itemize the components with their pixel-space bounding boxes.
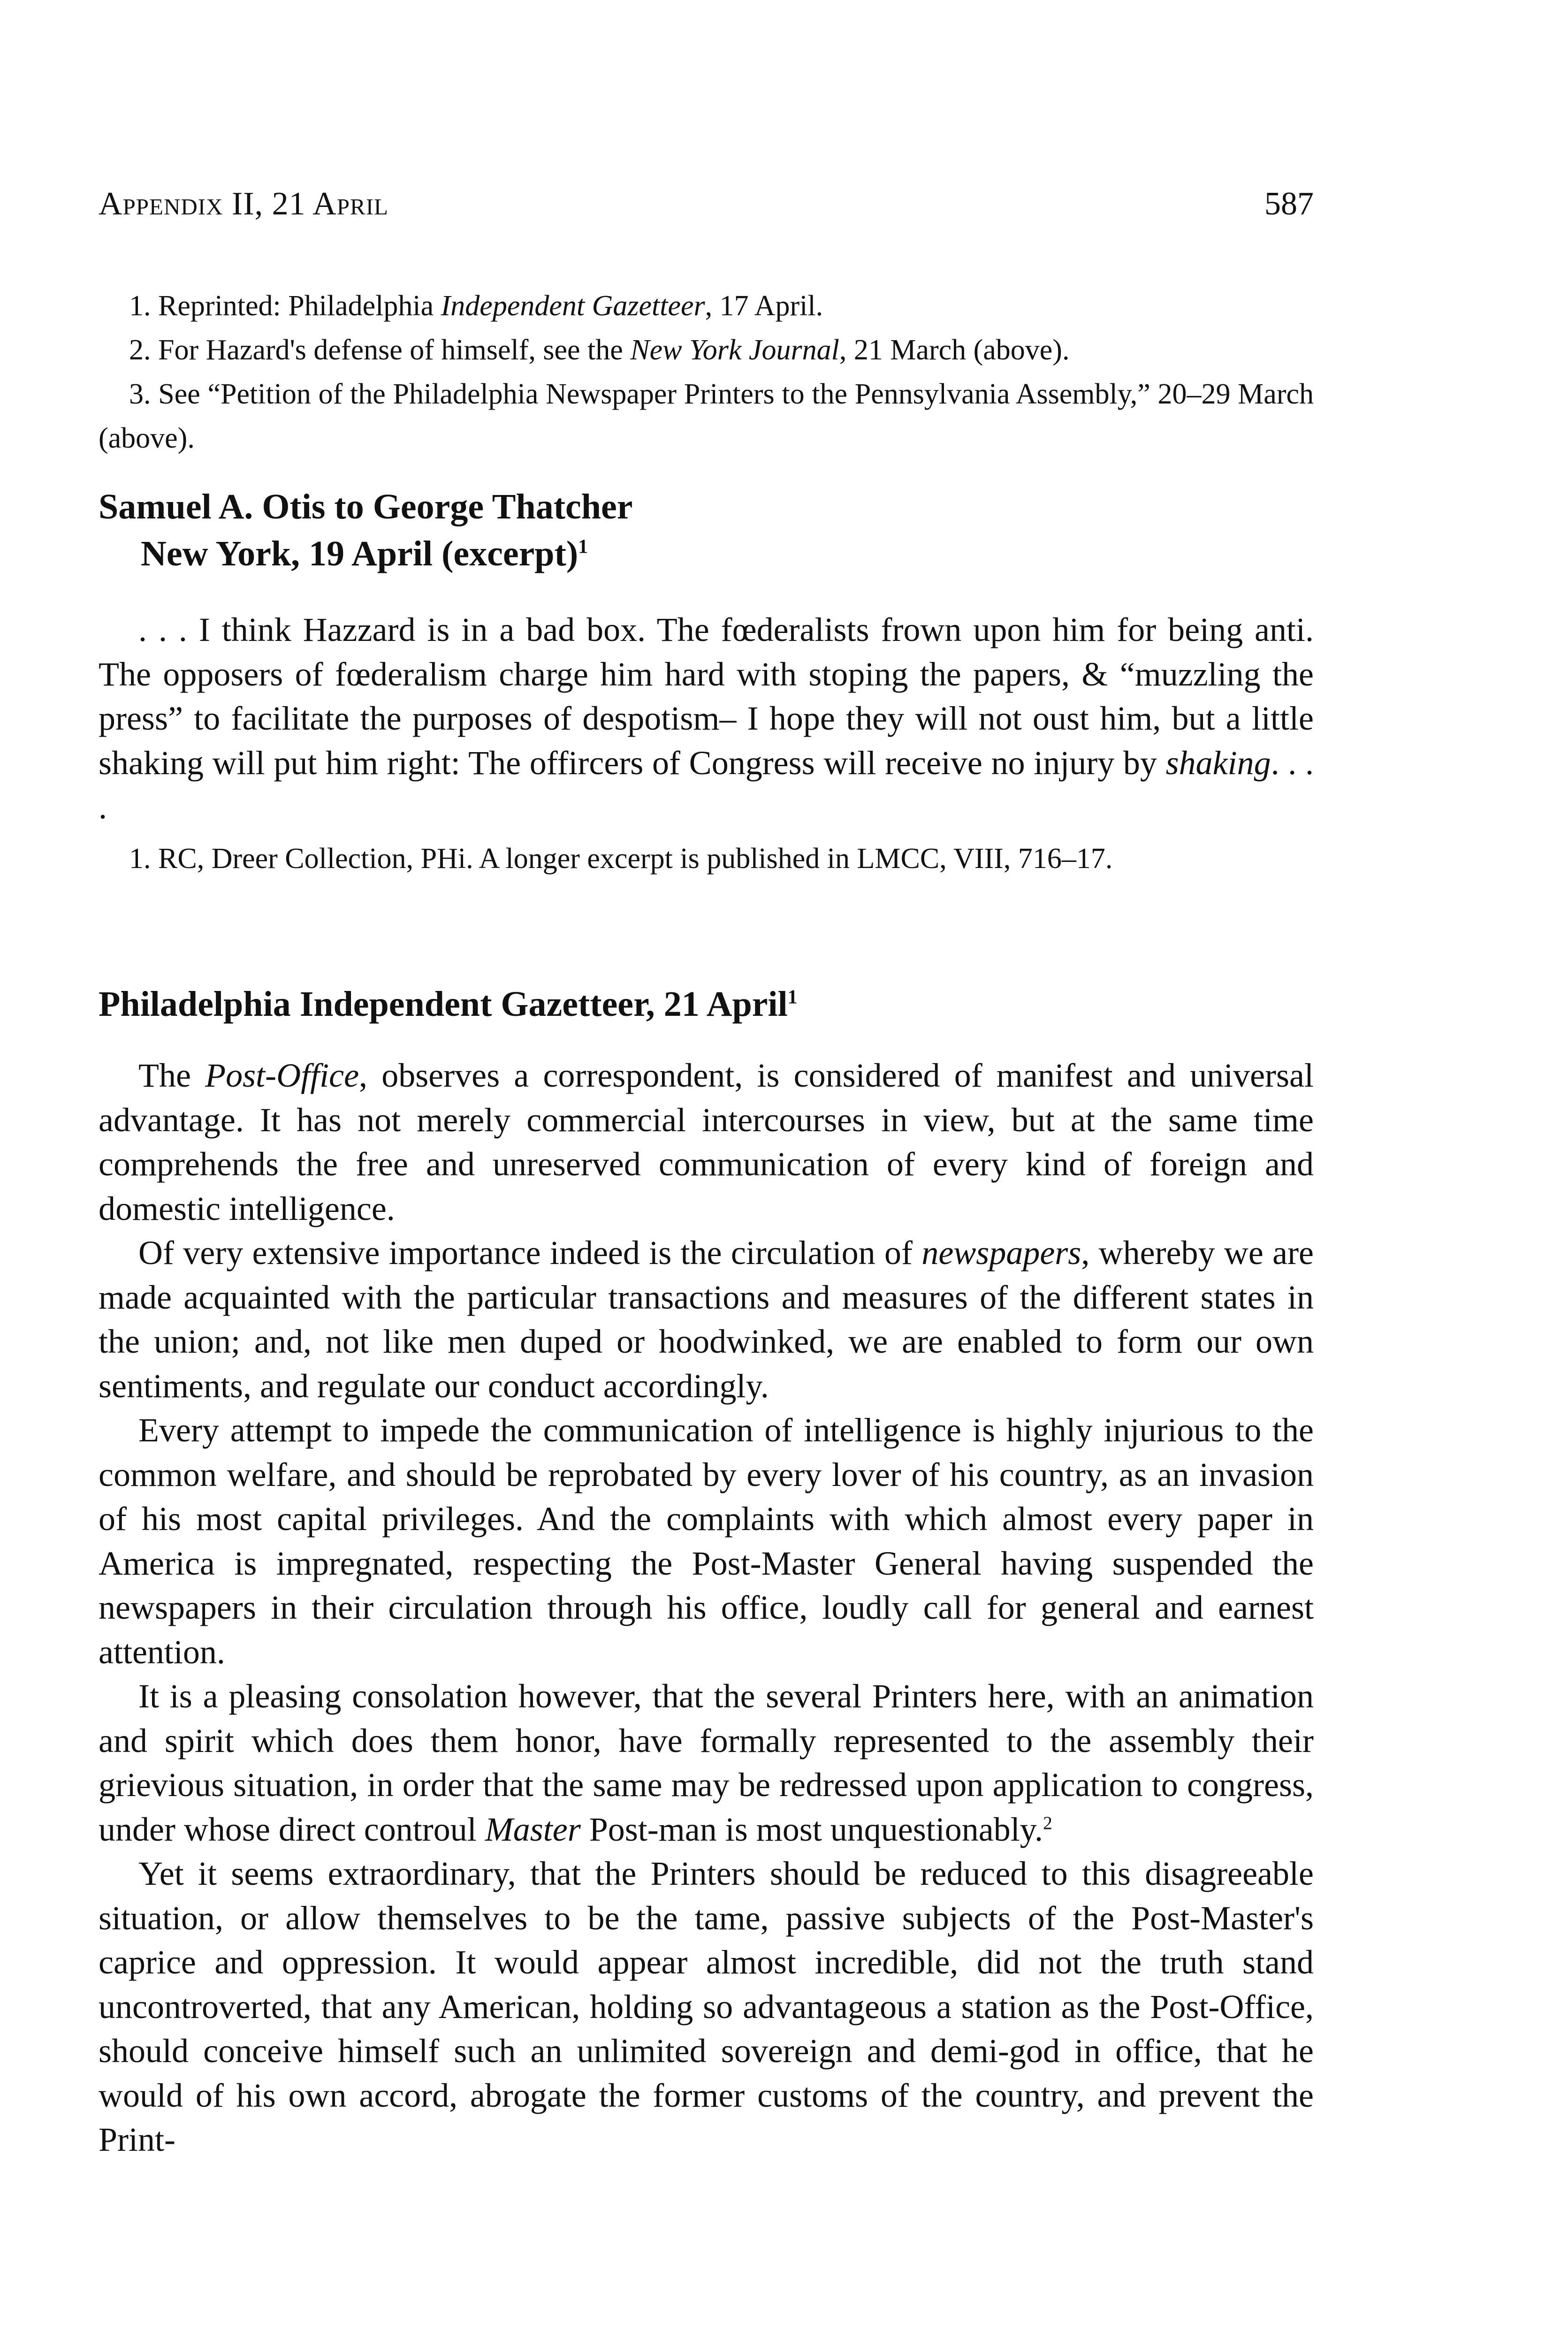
- footnote-text: 1. RC, Dreer Collection, PHi. A longer excerpt is published in LMCC, VIII, 716–17.: [129, 843, 1113, 875]
- paragraph: Of very extensive importance indeed is the circulation of newspapers, whereby we are made acquainted with the particular transactions and measures of the different states in the union; and, not like men duped or hoodwinked, we are enabled to form our own sentiments, and regulate our conduct accordingly.: [99, 1234, 1314, 1405]
- letter-footnote: [99, 838, 1314, 880]
- italic-text: newspapers: [921, 1234, 1081, 1272]
- section-heading-text: Philadelphia Independent Gazetteer, 21 April: [99, 984, 788, 1024]
- footnote-marker: 1: [787, 986, 798, 1008]
- page-number: 587: [1264, 186, 1314, 222]
- section-heading-line1: Samuel A. Otis to George Thatcher: [99, 487, 633, 526]
- italic-text: Master: [485, 1810, 581, 1848]
- preceding-footnotes: [99, 284, 1314, 460]
- italic-text: Independent Gazetteer: [441, 290, 705, 322]
- italic-text: New York Journal: [630, 334, 839, 366]
- paragraph: It is a pleasing consolation however, that the several Printers here, with an animation and spirit which does them honor, have formally represented to the assembly their grievious situation, in order that the same may be redressed upon application to congress, under whose direct controul Master Post-man is most unquestionably.$^2$: [99, 1677, 1314, 1848]
- footnote-marker: 2: [1043, 1812, 1052, 1833]
- paragraph: . . . I think Hazzard is in a bad box. The fœderalists frown upon him for being anti. The opposers of fœderalism charge him hard with stoping the papers, & “muzzling the press” to facilitate the purposes of despotism– I hope they will not oust him, but a little shaking will put him right: The offircers of Congress will receive no injury by shaking. . . .: [99, 611, 1314, 826]
- section-heading-line2: New York, 19 April (excerpt)$^1$: [141, 534, 588, 573]
- letter-excerpt-body: [99, 608, 1314, 830]
- paragraph: Yet it seems extraordinary, that the Printers should be reduced to this disagreeable situation, or allow themselves to be the tame, passive subjects of the Post-Master's caprice and oppression. It would appear almost incredible, did not the truth stand uncontroverted, that any American, holding so advantageous a station as the Post-Office, should conceive himself such an unlimited sovereign and demi-god in office, that he would of his own accord, abrogate the former customs of the country, and prevent the Print-: [99, 1855, 1314, 2158]
- footnote: 3. See “Petition of the Philadelphia Newspaper Printers to the Pennsylvania Assembly,” 20–29 March (above).: [99, 378, 1314, 454]
- running-head-title: Appendix II, 21 April: [99, 186, 388, 222]
- footnote: 1. Reprinted: Philadelphia Independent Gazetteer, 17 April.: [129, 290, 823, 322]
- italic-text: shaking: [1165, 744, 1271, 782]
- running-head: [99, 181, 1314, 228]
- footnote-marker: 1: [578, 536, 588, 558]
- article-body: [99, 1053, 1314, 2162]
- paragraph: The Post-Office, observes a correspondent, is considered of manifest and universal advantage. It has not merely commercial intercourses in view, but at the same time comprehends the free and unreserved communication of every kind of foreign and domestic intelligence.: [99, 1057, 1314, 1227]
- section-heading-gazetteer: [99, 981, 798, 1028]
- italic-text: Post-Office: [205, 1057, 359, 1094]
- section-heading-otis: [99, 483, 632, 577]
- footnote: 2. For Hazard's defense of himself, see the New York Journal, 21 March (above).: [129, 334, 1070, 366]
- paragraph: Every attempt to impede the communication of intelligence is highly injurious to the common welfare, and should be reprobated by every lover of his country, as an invasion of his most capital privileges. And the complaints with which almost every paper in America is impregnated, respecting the Post-Master General having suspended the newspapers in their circulation through his office, loudly call for general and earnest attention.: [99, 1411, 1314, 1671]
